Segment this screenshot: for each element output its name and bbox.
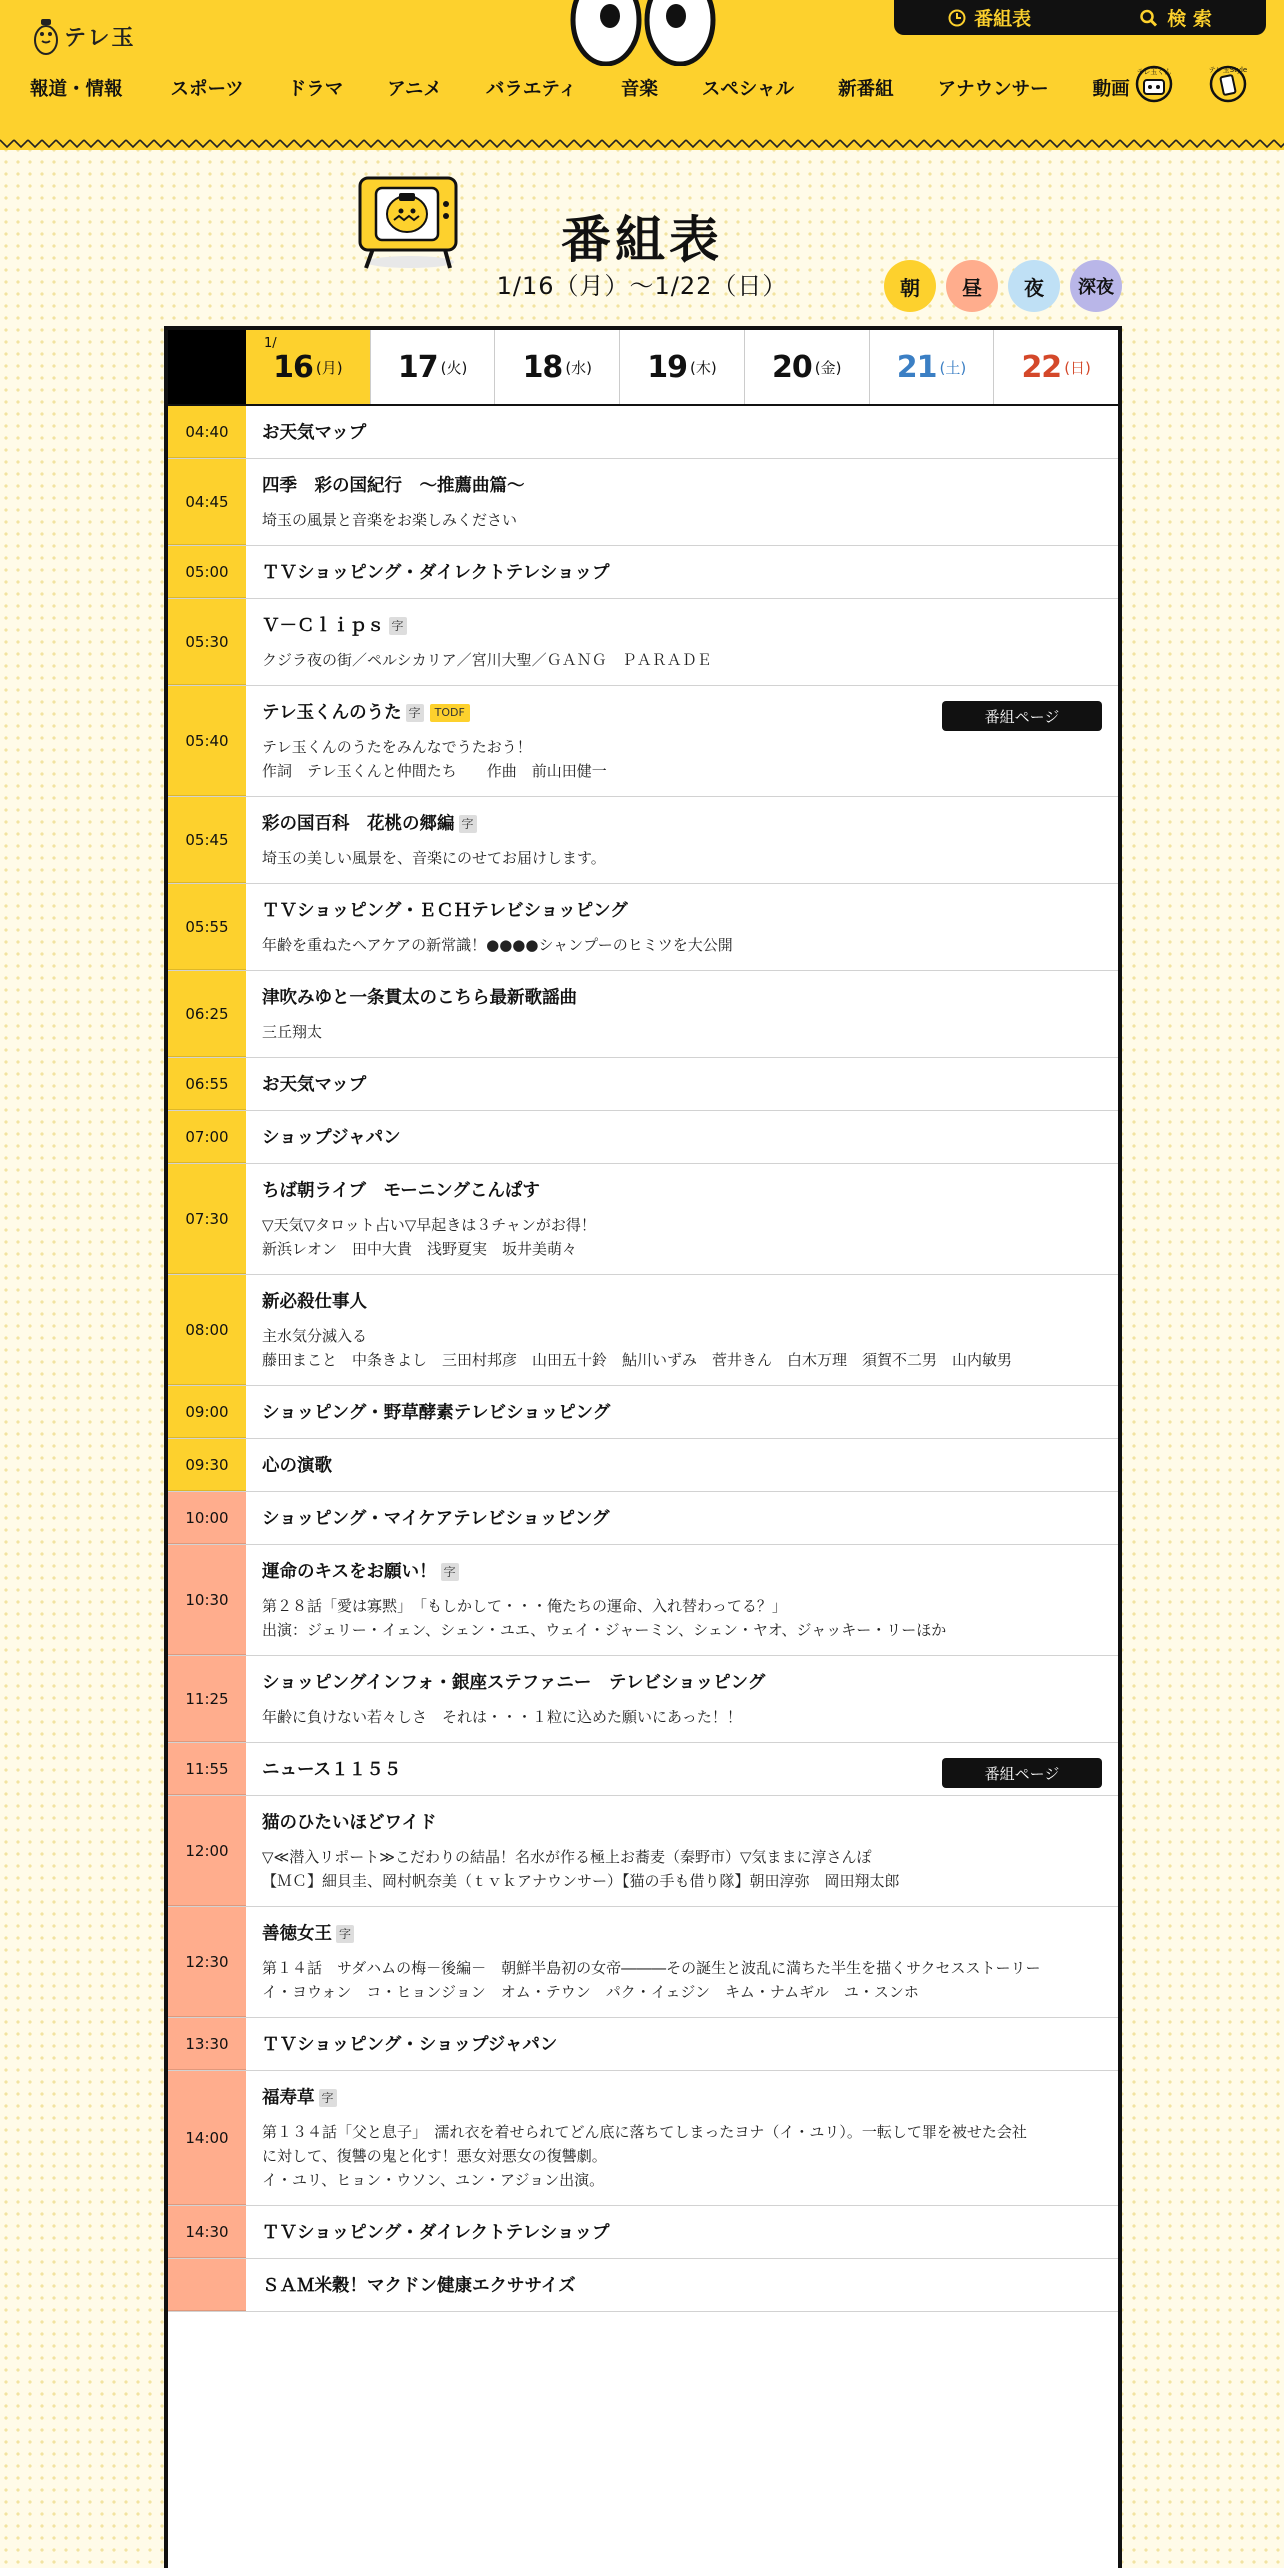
header-zigzag-edge	[0, 134, 1284, 150]
program-title: 猫のひたいほどワイド	[262, 1813, 437, 1833]
program-cell[interactable]	[246, 971, 1118, 1057]
program-cell[interactable]	[246, 546, 1118, 598]
program-title-line	[262, 1290, 1102, 1314]
program-time: 05:55	[168, 884, 246, 970]
program-description-line: 第１３４話「父と息子」 濡れ衣を着せられてどん底に落ちてしまったヨナ（イ・ユリ）。一転して罪を被せた会社	[262, 2123, 1027, 2141]
program-description-line: 主水気分滅入る	[262, 1327, 368, 1345]
search-icon	[1139, 9, 1159, 27]
program-title-line	[262, 1179, 1102, 1203]
program-cell[interactable]	[246, 1058, 1118, 1110]
program-list	[168, 406, 1118, 2312]
program-row	[168, 971, 1118, 1058]
program-time: 10:00	[168, 1492, 246, 1544]
program-cell[interactable]	[246, 459, 1118, 545]
program-time: 08:00	[168, 1275, 246, 1385]
day-tab-date: 18	[522, 349, 563, 385]
program-time: 14:00	[168, 2071, 246, 2205]
nav-variety[interactable]: バラエティ	[485, 79, 577, 100]
day-tab-date: 19	[647, 349, 688, 385]
mascot-logo-icon	[32, 16, 60, 56]
program-title-line	[262, 2221, 1102, 2245]
program-title: ＴＶショッピング・ショップジャパン	[262, 2035, 558, 2055]
program-description-line: 新浜レオン 田中大貴 浅野夏実 坂井美萌々	[262, 1240, 578, 1258]
program-time: 04:45	[168, 459, 246, 545]
program-title: ＴＶショッピング・ダイレクトテレショップ	[262, 563, 610, 583]
slot-day-button[interactable]: 昼	[946, 260, 998, 312]
program-description-line: 年齢を重ねたヘアケアの新常識！●●●●シャンプーのヒミツを大公開	[262, 936, 733, 954]
program-cell[interactable]	[246, 1164, 1118, 1274]
day-tab-weekday: (金)	[814, 358, 842, 377]
program-row	[168, 1058, 1118, 1111]
day-tab-weekday: (火)	[440, 358, 468, 377]
svg-text:テレ玉くん: テレ玉くん	[1136, 68, 1172, 76]
program-cell[interactable]	[246, 686, 1118, 796]
program-row	[168, 1492, 1118, 1545]
search-link[interactable]	[1139, 4, 1212, 31]
svg-text:テレ玉Style: テレ玉Style	[1208, 66, 1248, 74]
mascot-badge-icon	[1134, 60, 1174, 104]
program-cell[interactable]	[246, 1275, 1118, 1385]
todf-badge: TODF	[430, 704, 470, 722]
program-row	[168, 1656, 1118, 1743]
program-time: 07:30	[168, 1164, 246, 1274]
program-description	[262, 508, 1102, 532]
subtitle-badge: 字	[406, 704, 424, 722]
program-description-line: クジラ夜の街／ペルシカリア／宮川大聖／ＧＡＮＧ ＰＡＲＡＤＥ	[262, 651, 712, 669]
program-title: ちば朝ライブ モーニングこんぱす	[262, 1181, 540, 1201]
program-row	[168, 1111, 1118, 1164]
day-tab-date: 20	[772, 349, 812, 385]
program-description-line: イ・ヨウォン コ・ヒョンジョン オム・テウン パク・イェジン キム・ナムギル ユ・スンホ	[262, 1983, 919, 2001]
program-title: ショッピング・野草酵素テレビショッピング	[262, 1403, 611, 1423]
corner-cell	[168, 330, 246, 404]
program-time: 11:25	[168, 1656, 246, 1742]
nav-news[interactable]: 報道・情報	[30, 79, 123, 100]
top-links	[894, 0, 1266, 35]
program-title-line	[262, 614, 1102, 638]
page-title: 番組表	[561, 211, 723, 269]
subtitle-badge: 字	[389, 617, 407, 635]
program-time: 13:30	[168, 2018, 246, 2070]
day-tab-22[interactable]	[993, 330, 1118, 404]
program-cell[interactable]	[246, 1907, 1118, 2017]
program-cell[interactable]	[246, 2071, 1118, 2205]
slot-night-button[interactable]: 夜	[1008, 260, 1060, 312]
day-tab-date: 17	[397, 349, 438, 385]
program-description-line: ▽≪潜入リポート≫こだわりの結晶！名水が作る極上お蕎麦（秦野市）▽気ままに淳さんぽ	[262, 1848, 872, 1866]
style-badge[interactable]	[1206, 60, 1250, 108]
page-head	[0, 160, 1284, 320]
program-description-line: 作詞 テレ玉くんと仲間たち 作曲 前山田健一	[262, 762, 607, 780]
nav-sports[interactable]: スポーツ	[170, 79, 244, 100]
search-link-label: 検 索	[1167, 8, 1212, 30]
program-cell[interactable]	[246, 1796, 1118, 1906]
program-row	[168, 1164, 1118, 1275]
program-description	[262, 1324, 1102, 1372]
program-cell[interactable]	[246, 1439, 1118, 1491]
day-tab-weekday: (土)	[939, 358, 967, 377]
day-tab-19[interactable]	[619, 330, 744, 404]
program-time: 10:30	[168, 1545, 246, 1655]
program-description-line: に対して、復讐の鬼と化す！悪女対悪女の復讐劇。	[262, 2147, 607, 2165]
program-description	[262, 1213, 1102, 1261]
subtitle-badge: 字	[319, 2089, 337, 2107]
program-description	[262, 1956, 1102, 2004]
program-title: 津吹みゆと一条貫太のこちら最新歌謡曲	[262, 988, 577, 1008]
program-title-line	[262, 421, 1102, 445]
program-title-line	[262, 2033, 1102, 2057]
program-description	[262, 846, 1102, 870]
style-badge-icon	[1206, 60, 1250, 104]
program-title: お天気マップ	[262, 1075, 367, 1095]
day-tab-18[interactable]	[494, 330, 619, 404]
program-description-line: 出演：ジェリー・イェン、シェン・ユエ、ウェイ・ジャーミン、シェン・ヤオ、ジャッキー・リーほか	[262, 1621, 947, 1639]
program-description	[262, 933, 1102, 957]
subtitle-badge: 字	[459, 815, 477, 833]
program-row	[168, 599, 1118, 686]
program-cell[interactable]	[246, 406, 1118, 458]
program-description-line: 三丘翔太	[262, 1023, 323, 1041]
program-title-line	[262, 1922, 1102, 1946]
program-description-line: 【ＭＣ】細貝圭、岡村帆奈美（ｔｖｋアナウンサー）【猫の手も借り隊】朝田淳弥 岡田翔太郎	[262, 1872, 900, 1890]
nav-anime[interactable]: アニメ	[387, 79, 442, 100]
program-title: 善徳女王	[262, 1924, 332, 1944]
logo-text: テレ玉	[64, 25, 136, 51]
date-range: 1/16（月）〜1/22（日）	[496, 272, 788, 300]
program-title: ニュース１１５５	[262, 1760, 402, 1780]
day-tab-weekday: (水)	[565, 358, 593, 377]
day-tab-17[interactable]	[370, 330, 495, 404]
program-description-line: 第１４話 サダハムの梅－後編－ 朝鮮半島初の女帝―――その誕生と波乱に満ちた半生を描くサクセスストーリー	[262, 1959, 1041, 1977]
program-row	[168, 546, 1118, 599]
program-description-line: 年齢に負けない若々しさ それは・・・１粒に込めた願いにあった！！	[262, 1708, 742, 1726]
day-tab-20[interactable]	[744, 330, 869, 404]
program-title: ＳＡＭ米穀！マクドン健康エクササイズ	[262, 2276, 576, 2296]
program-row	[168, 1386, 1118, 1439]
nav-music[interactable]: 音楽	[620, 79, 658, 100]
program-time: 14:30	[168, 2206, 246, 2258]
subtitle-badge: 字	[336, 1925, 354, 1943]
program-time: 05:00	[168, 546, 246, 598]
program-title-line	[262, 812, 1102, 836]
program-title: 福寿草	[262, 2088, 315, 2108]
schedule-link-label: 番組表	[974, 8, 1032, 30]
program-description-line: 埼玉の美しい風景を、音楽にのせてお届けします。	[262, 849, 606, 867]
program-time: 09:30	[168, 1439, 246, 1491]
program-row	[168, 1907, 1118, 2018]
program-title-line	[262, 474, 1102, 498]
program-title-line	[262, 899, 1102, 923]
program-row	[168, 2018, 1118, 2071]
program-row	[168, 1439, 1118, 1492]
program-cell[interactable]	[246, 599, 1118, 685]
program-page-button[interactable]: 番組ページ	[942, 1758, 1102, 1788]
program-title: 心の演歌	[262, 1456, 332, 1476]
program-description	[262, 1020, 1102, 1044]
schedule-table	[164, 326, 1122, 2568]
program-title: ショッピング・マイケアテレビショッピング	[262, 1509, 610, 1529]
program-cell[interactable]	[246, 1492, 1118, 1544]
nav-drama[interactable]: ドラマ	[287, 79, 344, 100]
program-cell[interactable]	[246, 2206, 1118, 2258]
program-row	[168, 686, 1118, 797]
site-header	[0, 0, 1284, 150]
program-row	[168, 797, 1118, 884]
program-title-line	[262, 2086, 1102, 2110]
program-description-line: 埼玉の風景と音楽をお楽しみください	[262, 511, 518, 529]
program-cell[interactable]	[246, 1743, 1118, 1795]
program-title: 新必殺仕事人	[262, 1292, 367, 1312]
global-nav	[30, 62, 1130, 114]
program-title: Ｖ－Ｃｌｉｐｓ	[262, 616, 385, 636]
program-row	[168, 2206, 1118, 2259]
nav-video[interactable]: 動画	[1092, 79, 1130, 100]
program-title-line	[262, 1507, 1102, 1531]
day-tab-weekday: (木)	[690, 358, 717, 377]
program-time: 05:30	[168, 599, 246, 685]
nav-new-programs[interactable]: 新番組	[838, 79, 894, 100]
program-row	[168, 1275, 1118, 1386]
program-row	[168, 1743, 1118, 1796]
program-cell[interactable]	[246, 2018, 1118, 2070]
program-title: お天気マップ	[262, 423, 367, 443]
program-title: 四季 彩の国紀行 ～推薦曲篇～	[262, 476, 525, 496]
program-title: ショッピングインフォ・銀座ステファニー テレビショッピング	[262, 1673, 766, 1693]
program-title-line	[262, 1671, 1102, 1695]
program-title-line	[262, 1401, 1102, 1425]
program-title-line	[262, 1126, 1102, 1150]
day-tab-weekday: (日)	[1064, 358, 1091, 377]
program-time: 09:00	[168, 1386, 246, 1438]
program-title-line	[262, 561, 1102, 585]
program-cell[interactable]	[246, 1656, 1118, 1742]
day-tab-date: 16	[273, 349, 313, 385]
program-row	[168, 459, 1118, 546]
site-logo[interactable]	[32, 16, 136, 56]
program-cell[interactable]	[246, 884, 1118, 970]
program-row	[168, 884, 1118, 971]
program-title-line	[262, 1811, 1102, 1835]
program-time: 05:45	[168, 797, 246, 883]
day-tab-date: 21	[896, 349, 937, 385]
program-cell[interactable]	[246, 1111, 1118, 1163]
program-row	[168, 1796, 1118, 1907]
slot-late-night-button[interactable]: 深夜	[1070, 260, 1122, 312]
program-description-line: テレ玉くんのうたをみんなでうたおう！	[262, 738, 532, 756]
program-description	[262, 1845, 1102, 1893]
nav-announcer[interactable]: アナウンサー	[937, 79, 1049, 100]
program-time: 12:00	[168, 1796, 246, 1906]
program-description	[262, 2120, 1102, 2192]
program-cell[interactable]	[246, 1545, 1118, 1655]
program-row	[168, 406, 1118, 459]
day-tab-weekday: (月)	[315, 358, 343, 377]
program-time	[168, 2259, 246, 2311]
day-tabs	[168, 330, 1118, 406]
program-row	[168, 1545, 1118, 1656]
program-description	[262, 1705, 1102, 1729]
program-time: 04:40	[168, 406, 246, 458]
program-title: ショップジャパン	[262, 1128, 401, 1148]
slot-morning-button[interactable]: 朝	[884, 260, 936, 312]
program-title-line	[262, 986, 1102, 1010]
mascot-badge[interactable]	[1134, 60, 1174, 108]
day-tab-month: 1/	[264, 336, 277, 351]
nav-special[interactable]: スペシャル	[701, 79, 795, 100]
program-description-line: 第２８話「愛は寡黙」 「もしかして・・・俺たちの運命、入れ替わってる？」	[262, 1597, 787, 1615]
clock-icon	[948, 9, 966, 27]
program-title-line	[262, 1073, 1102, 1097]
program-description-line: ▽天気▽タロット占い▽早起きは３チャンがお得！	[262, 1216, 596, 1234]
program-title: 運命のキスをお願い！	[262, 1562, 437, 1582]
program-description-line: 藤田まこと 中条きよし 三田村邦彦 山田五十鈴 鮎川いずみ 菅井きん 白木万理 須賀不二男 山内敏男	[262, 1351, 1013, 1369]
program-description	[262, 1594, 1102, 1642]
program-time: 07:00	[168, 1111, 246, 1163]
day-tab-21[interactable]	[869, 330, 994, 404]
program-time: 06:55	[168, 1058, 246, 1110]
program-cell[interactable]	[246, 797, 1118, 883]
program-title: ＴＶショッピング・ダイレクトテレショップ	[262, 2223, 610, 2243]
day-tab-16[interactable]	[246, 330, 370, 404]
program-title-line	[262, 1454, 1102, 1478]
program-time: 06:25	[168, 971, 246, 1057]
program-time: 05:40	[168, 686, 246, 796]
program-description-line: イ・ユリ、ヒョン・ウソン、ユン・アジョン出演。	[262, 2171, 605, 2189]
program-title-line	[262, 1560, 1102, 1584]
mascot-eyes-icon	[568, 0, 718, 66]
day-tab-date: 22	[1021, 349, 1062, 385]
program-time: 12:30	[168, 1907, 246, 2017]
program-page-button[interactable]: 番組ページ	[942, 701, 1102, 731]
program-cell[interactable]	[246, 1386, 1118, 1438]
program-title: 彩の国百科 花桃の郷編	[262, 814, 455, 834]
program-cell[interactable]	[246, 2259, 1118, 2311]
program-row	[168, 2071, 1118, 2206]
schedule-link[interactable]	[948, 4, 1031, 31]
program-time: 11:55	[168, 1743, 246, 1795]
program-title: テレ玉くんのうた	[262, 703, 402, 723]
program-description	[262, 648, 1102, 672]
program-title: ＴＶショッピング・ＥＣＨテレビショッピング	[262, 901, 628, 921]
program-row	[168, 2259, 1118, 2312]
program-title-line	[262, 2274, 1102, 2298]
subtitle-badge: 字	[441, 1563, 459, 1581]
program-description	[262, 735, 1102, 783]
